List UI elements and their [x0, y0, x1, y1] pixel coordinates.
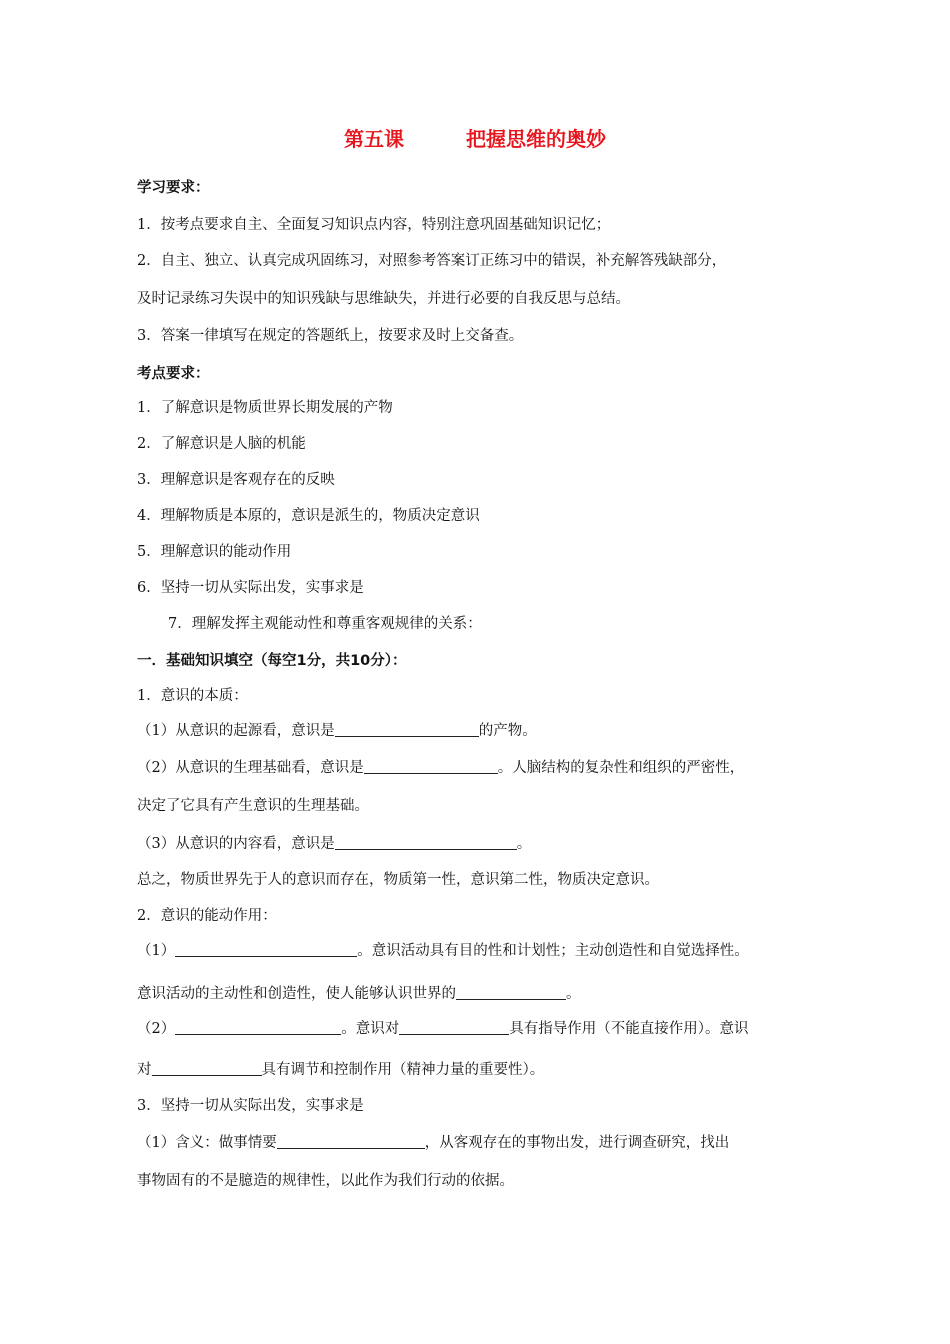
q3-a-cont: 事物固有的不是臆造的规律性，以此作为我们行动的依据。: [137, 1173, 514, 1189]
q2-a: [137, 941, 749, 961]
q3-a-text-end: ，从客观存在的事物出发，进行调查研究，找出: [424, 1135, 730, 1151]
q3-a-text: （1）含义：做事情要: [137, 1135, 277, 1151]
section1-heading: 一．基础知识填空（每空1分，共10分）：: [137, 653, 407, 669]
q1-a-text-end: 的产物。: [478, 723, 537, 739]
exam-item-5: 5．理解意识的能动作用: [137, 544, 292, 560]
study-item-3: 3．答案一律填写在规定的答题纸上，按要求及时上交备查。: [137, 328, 524, 344]
q3-a: [137, 1133, 729, 1153]
study-heading: 学习要求：: [137, 180, 210, 196]
q2-b-cont: [137, 1060, 544, 1080]
answer-blank[interactable]: [277, 1133, 425, 1149]
answer-blank[interactable]: [335, 834, 517, 850]
q2-b-cont-text: 对: [137, 1062, 152, 1078]
q2-a-text-end: 。意识活动具有目的性和计划性；主动创造性和自觉选择性。: [357, 943, 749, 959]
answer-blank[interactable]: [364, 758, 498, 774]
q1-b-text-end: 。人脑结构的复杂性和组织的严密性，: [497, 760, 745, 776]
q2-b: [137, 1019, 748, 1039]
q1-c: [137, 834, 531, 854]
q2-b-cont-end: 具有调节和控制作用（精神力量的重要性）。: [261, 1062, 545, 1078]
answer-blank[interactable]: [175, 941, 357, 957]
answer-blank[interactable]: [399, 1019, 509, 1035]
exam-heading: 考点要求：: [137, 366, 210, 382]
lesson-title: 把握思维的奥妙: [466, 127, 606, 151]
page-title: [0, 123, 950, 152]
q2-b-text-mid: 。意识对: [341, 1021, 400, 1037]
q1-title: 1．意识的本质：: [137, 688, 248, 704]
study-item-2: 2．自主、独立、认真完成巩固练习，对照参考答案订正练习中的错误，补充解答残缺部分，: [137, 253, 727, 269]
q1-b: [137, 758, 744, 778]
q3-title: 3．坚持一切从实际出发，实事求是: [137, 1098, 364, 1114]
q2-b-text: （2）: [137, 1021, 176, 1037]
q2-title: 2．意识的能动作用：: [137, 908, 277, 924]
answer-blank[interactable]: [335, 721, 479, 737]
q2-b-text-end: 具有指导作用（不能直接作用）。意识: [509, 1021, 749, 1037]
exam-item-6: 6．坚持一切从实际出发，实事求是: [137, 580, 364, 596]
answer-blank[interactable]: [456, 984, 566, 1000]
study-item-2-cont: 及时记录练习失误中的知识残缺与思维缺失，并进行必要的自我反思与总结。: [137, 291, 630, 307]
exam-item-3: 3．理解意识是客观存在的反映: [137, 472, 335, 488]
q2-a-cont: [137, 984, 581, 1004]
q1-b-text: （2）从意识的生理基础看，意识是: [137, 760, 364, 776]
lesson-number: 第五课: [344, 127, 404, 151]
exam-item-1: 1．了解意识是物质世界长期发展的产物: [137, 400, 393, 416]
q2-a-text: （1）: [137, 943, 176, 959]
q1-b-cont: 决定了它具有产生意识的生理基础。: [137, 798, 369, 814]
exam-item-7: 7．理解发挥主观能动性和尊重客观规律的关系：: [168, 616, 482, 632]
q1-a-text: （1）从意识的起源看，意识是: [137, 723, 335, 739]
study-item-1: 1．按考点要求自主、全面复习知识点内容，特别注意巩固基础知识记忆；: [137, 217, 611, 233]
exam-item-4: 4．理解物质是本原的，意识是派生的，物质决定意识: [137, 508, 480, 524]
q1-c-text-end: 。: [516, 836, 532, 852]
answer-blank[interactable]: [175, 1019, 341, 1035]
q1-a: [137, 721, 537, 741]
exam-item-2: 2．了解意识是人脑的机能: [137, 436, 306, 452]
q1-summary: 总之，物质世界先于人的意识而存在，物质第一性，意识第二性，物质决定意识。: [137, 872, 659, 888]
q1-c-text: （3）从意识的内容看，意识是: [137, 836, 335, 852]
q2-a-cont-text: 意识活动的主动性和创造性，使人能够认识世界的: [137, 986, 456, 1002]
q2-a-cont-end: 。: [566, 986, 581, 1002]
answer-blank[interactable]: [152, 1060, 262, 1076]
